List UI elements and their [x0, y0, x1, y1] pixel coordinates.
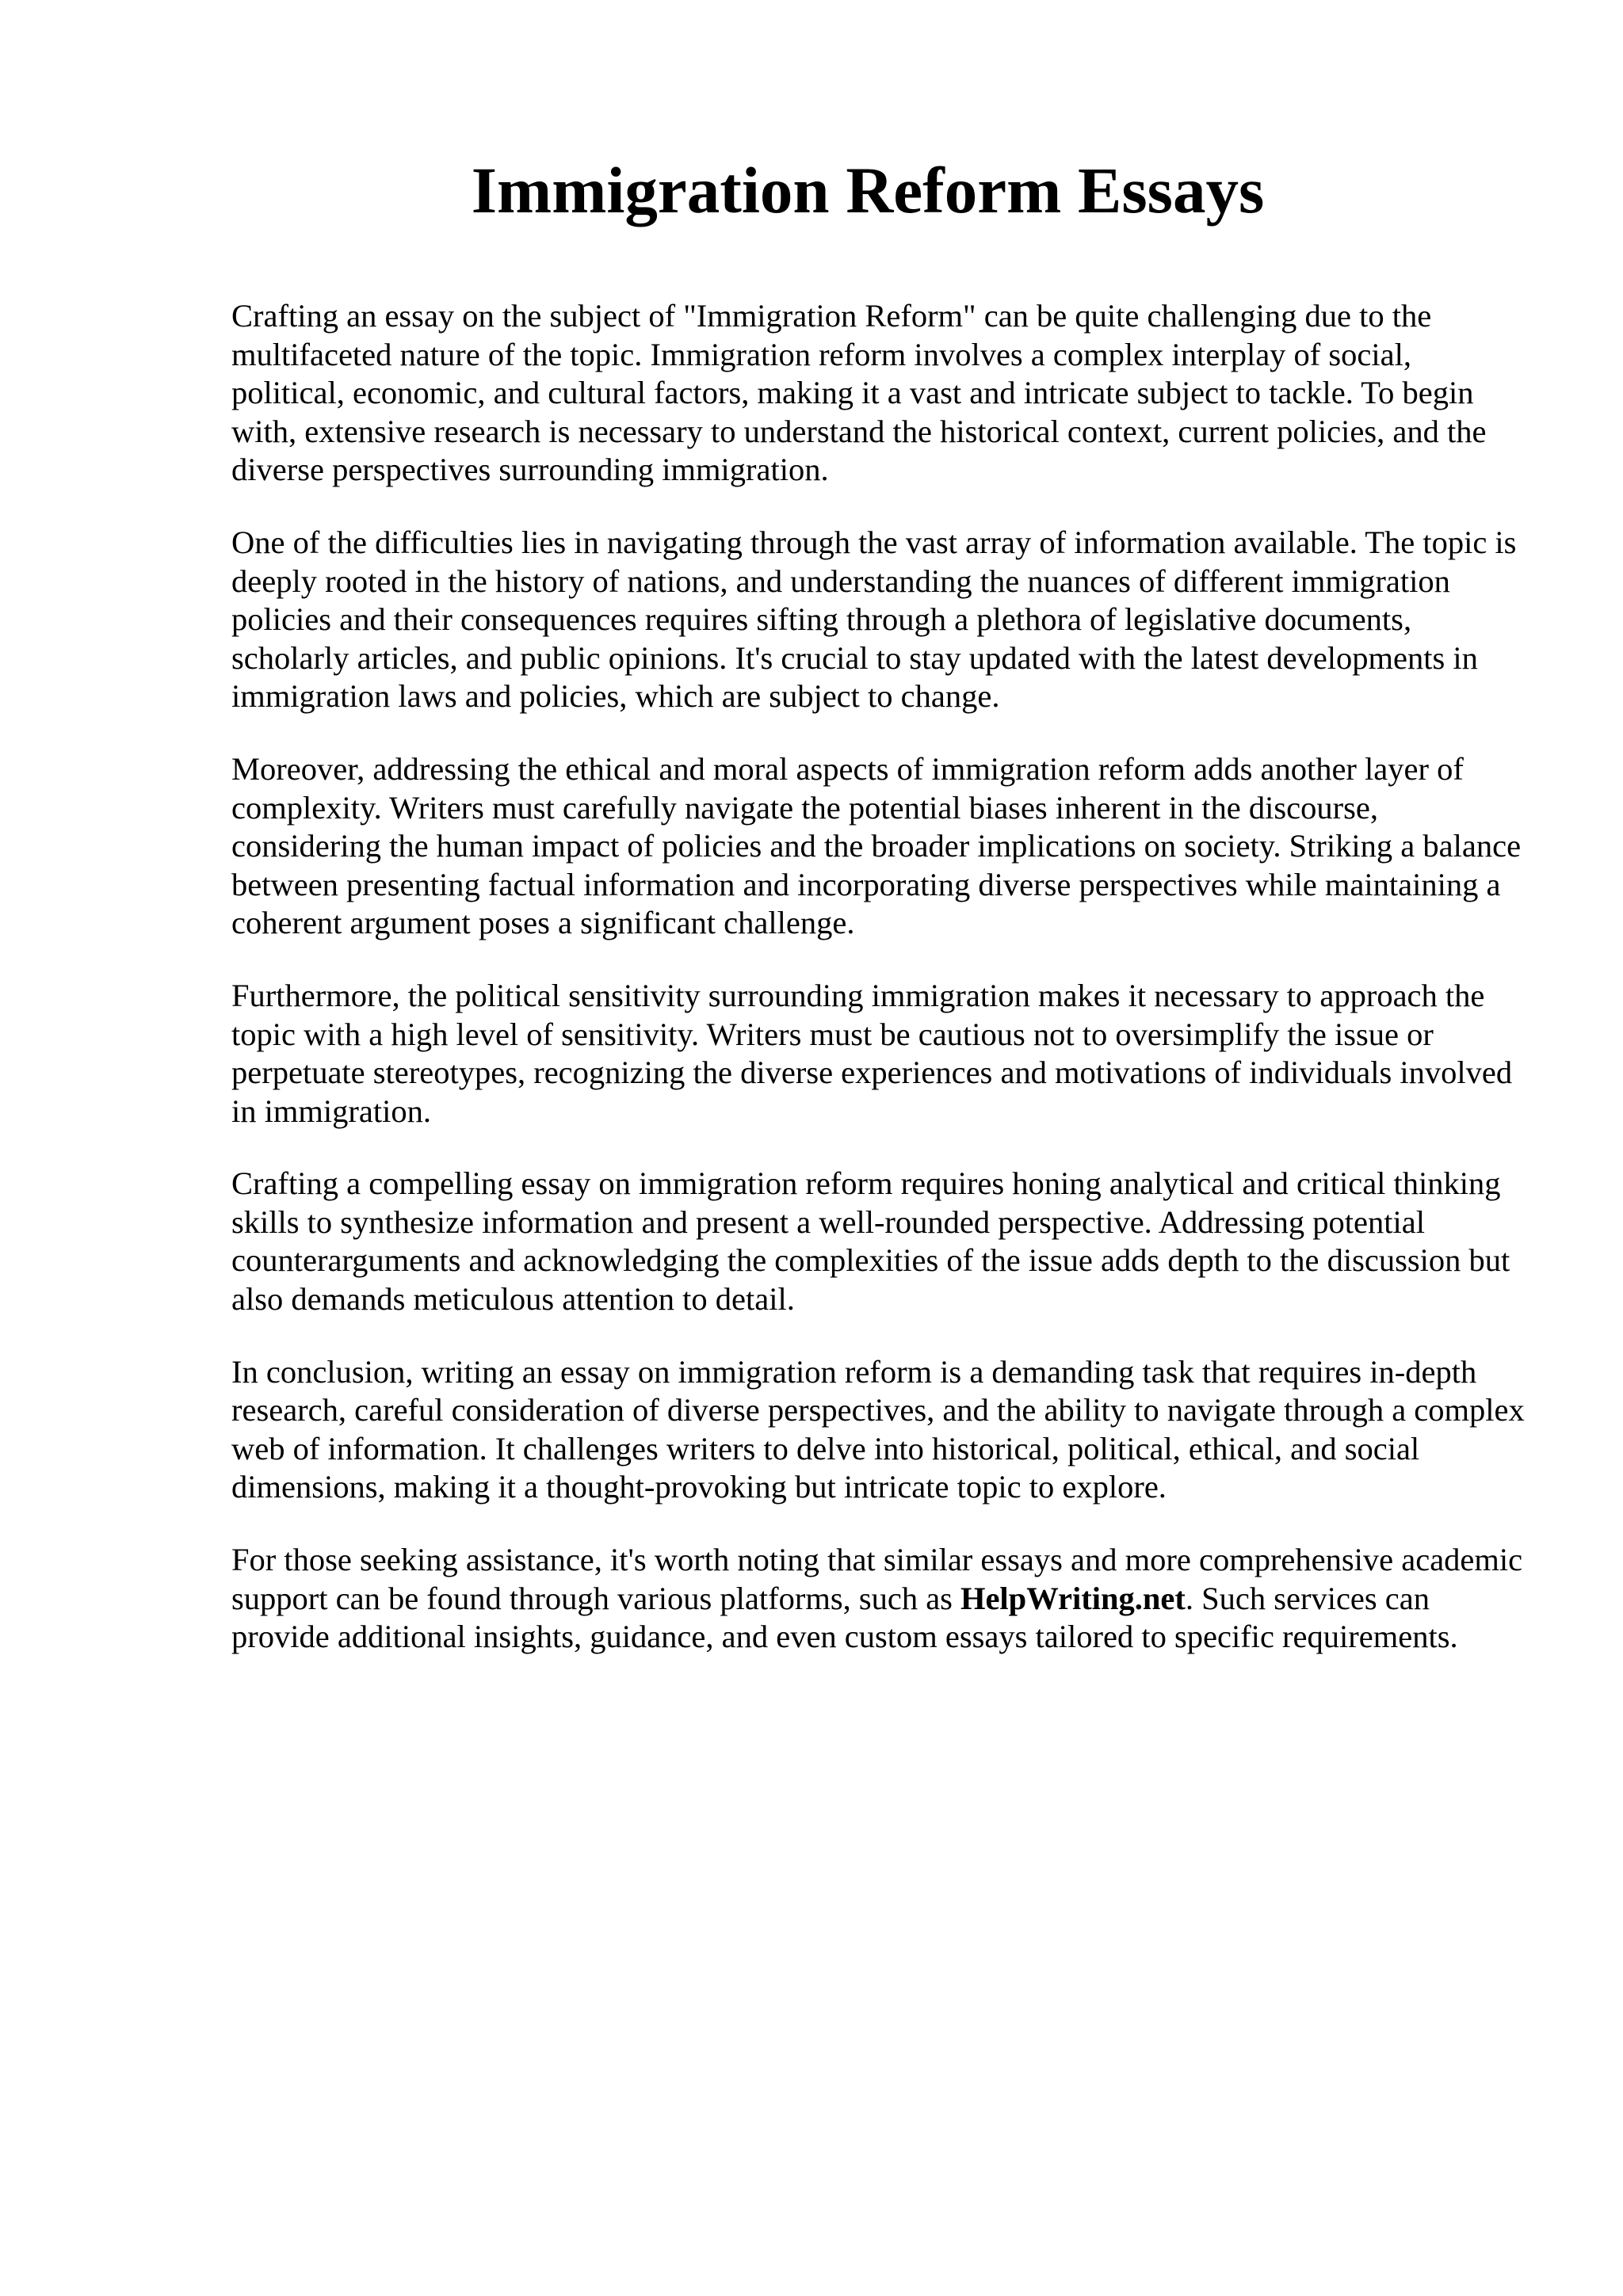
paragraph-5: Crafting a compelling essay on immigration reform requires honing analytical and critical thinking skills to synthesize information and present a well-rounded perspective. Addressing potential counterarguments and acknowledging the complexities of the issue adds depth to the discussion but also demands meticulous attention to detail. [231, 1165, 1510, 1318]
document-title: Immigration Reform Essays [471, 154, 1265, 227]
closing-text-before-link: For those seeking assistance, it's worth noting that similar essays and more comprehensive academic support can be found through various platforms, such as [231, 1542, 1523, 1616]
document-body [231, 297, 1531, 1691]
closing-paragraph [231, 1541, 1531, 1657]
closing-text-after-link: . Such services can provide additional insights, guidance, and even custom essays tailored to specific requirements. [231, 1580, 1458, 1655]
paragraph-4: Furthermore, the political sensitivity surrounding immigration makes it necessary to approach the topic with a high level of sensitivity. Writers must be cautious not to oversimplify the issue or perpetuate stereotypes, recognizing the diverse experiences and motivations of individuals involved in immigration. [231, 977, 1513, 1129]
paragraph-6: In conclusion, writing an essay on immigration reform is a demanding task that requires in-depth research, careful consideration of diverse perspectives, and the ability to navigate through a complex web of information. It challenges writers to delve into historical, political, ethical, and social dimensions, making it a thought-provoking but intricate topic to explore. [231, 1353, 1525, 1505]
helpwriting-link[interactable]: HelpWriting.net [960, 1580, 1186, 1616]
paragraph-1: Crafting an essay on the subject of "Immigration Reform" can be quite challenging due to the multifaceted nature of the topic. Immigration reform involves a complex interplay of social, political, economic, and cultural factors, making it a vast and intricate subject to tackle. To begin with, extensive research is necessary to understand the historical context, current policies, and the diverse perspectives surrounding immigration. [231, 298, 1487, 488]
paragraph-2: One of the difficulties lies in navigating through the vast array of information available. The topic is deeply rooted in the history of nations, and understanding the nuances of different immigration policies and their consequences requires sifting through a plethora of legislative documents, scholarly articles, and public opinions. It's crucial to stay updated with the latest developments in immigration laws and policies, which are subject to change. [231, 524, 1517, 715]
paragraph-3: Moreover, addressing the ethical and moral aspects of immigration reform adds another layer of complexity. Writers must carefully navigate the potential biases inherent in the discourse, considering the human impact of policies and the broader implications on society. Striking a balance between presenting factual information and incorporating diverse perspectives while maintaining a coherent argument poses a significant challenge. [231, 750, 1522, 941]
